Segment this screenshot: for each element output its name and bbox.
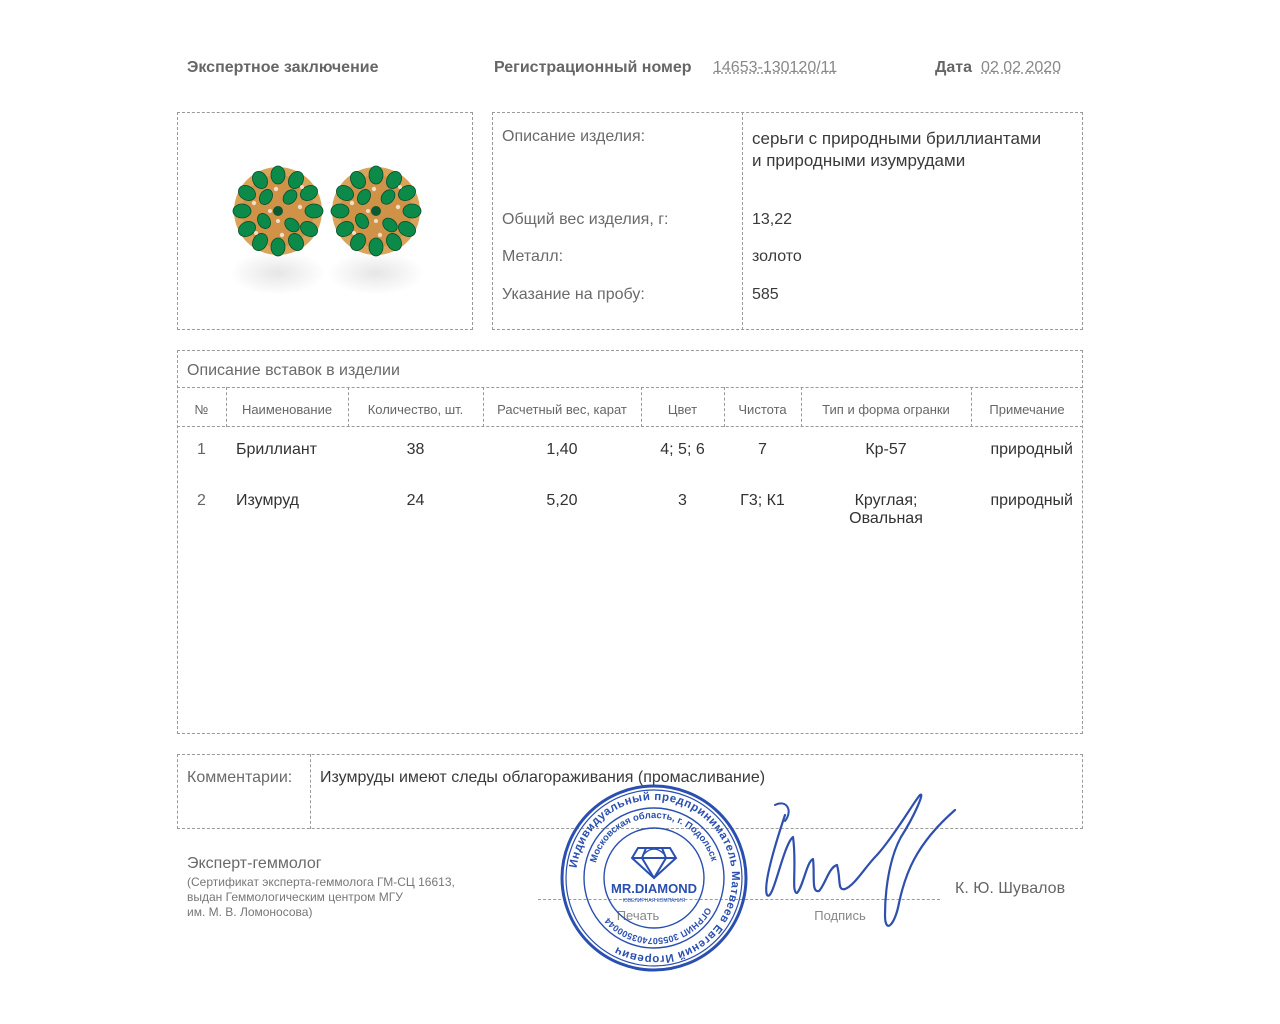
cert-line-1: (Сертификат эксперта-геммолога ГМ-СЦ 16613, [187,875,455,889]
row-number: 1 [197,441,206,458]
row-color: 3 [678,492,687,509]
signature-label: Подпись [814,908,866,923]
row-cut-line-2: Овальная [849,510,923,527]
row-weight: 1,40 [546,441,578,458]
stamp-brand-sub: ЮВЕЛИРНАЯ КОМПАНИЯ [622,898,686,904]
row-clarity: Г3; К1 [740,492,785,509]
row-name: Бриллиант [236,441,318,458]
date-value: 02 02 2020 [981,59,1062,76]
diamond-logo-icon [632,848,676,878]
comments-label: Комментарии: [187,769,293,786]
cert-line-3: им. М. В. Ломоносова) [187,905,313,919]
row-cut: Кр-57 [865,441,907,458]
col-header-quantity: Количество, шт. [367,402,464,417]
description-line-2: и природными изумрудами [752,151,966,170]
col-header-note: Примечание [989,402,1065,417]
col-header-weight: Расчетный вес, карат [497,402,627,417]
row-note: природный [990,492,1073,509]
stamp-inner-text: Московская область, г. Подольск [588,809,720,865]
document-title: Экспертное заключение [187,59,379,76]
stamp-brand: MR.DIAMOND [611,881,697,896]
row-quantity: 38 [406,441,425,458]
expert-name: К. Ю. Шувалов [955,880,1066,897]
signature-icon [745,775,965,940]
row-number: 2 [197,492,206,509]
weight-label: Общий вес изделия, г: [502,211,669,228]
row-cut-line-1: Круглая; [854,492,918,509]
stamp-seal-icon [558,782,750,974]
row-name: Изумруд [236,492,299,509]
row-note: природный [990,441,1073,458]
earrings-photo-icon [178,113,472,329]
row-clarity: 7 [758,441,767,458]
col-header-clarity: Чистота [738,402,787,417]
registration-label: Регистрационный номер [494,59,692,76]
row-weight: 5,20 [546,492,578,509]
col-header-number: № [194,402,209,417]
comments-text: Изумруды имеют следы облагораживания (промасливание) [320,769,766,786]
assay-value: 585 [752,286,779,303]
col-header-name: Наименование [241,402,333,417]
description-label: Описание изделия: [502,128,646,145]
date-label: Дата [935,59,973,76]
row-color: 4; 5; 6 [660,441,705,458]
product-image-box [177,112,473,330]
metal-label: Металл: [502,248,564,265]
cert-line-2: выдан Геммологическим центром МГУ [187,890,403,904]
description-line-1: серьги с природными бриллиантами [752,129,1042,148]
col-header-color: Цвет [667,402,698,417]
col-header-cut: Тип и форма огранки [822,402,950,417]
assay-label: Указание на пробу: [502,286,645,303]
stamp-ogrn-text: ОГРНИП 305507403500044 [602,905,714,947]
registration-number: 14653-130120/11 [713,59,838,76]
metal-value: золото [752,248,802,265]
inserts-title: Описание вставок в изделии [187,362,400,379]
stamp-outer-text: Индивидуальный предприниматель Матвеев Евгений Игоревич [567,790,742,966]
expert-title: Эксперт-геммолог [187,855,322,872]
row-quantity: 24 [406,492,425,509]
stamp-label: Печать [616,908,660,923]
weight-value: 13,22 [752,211,793,228]
